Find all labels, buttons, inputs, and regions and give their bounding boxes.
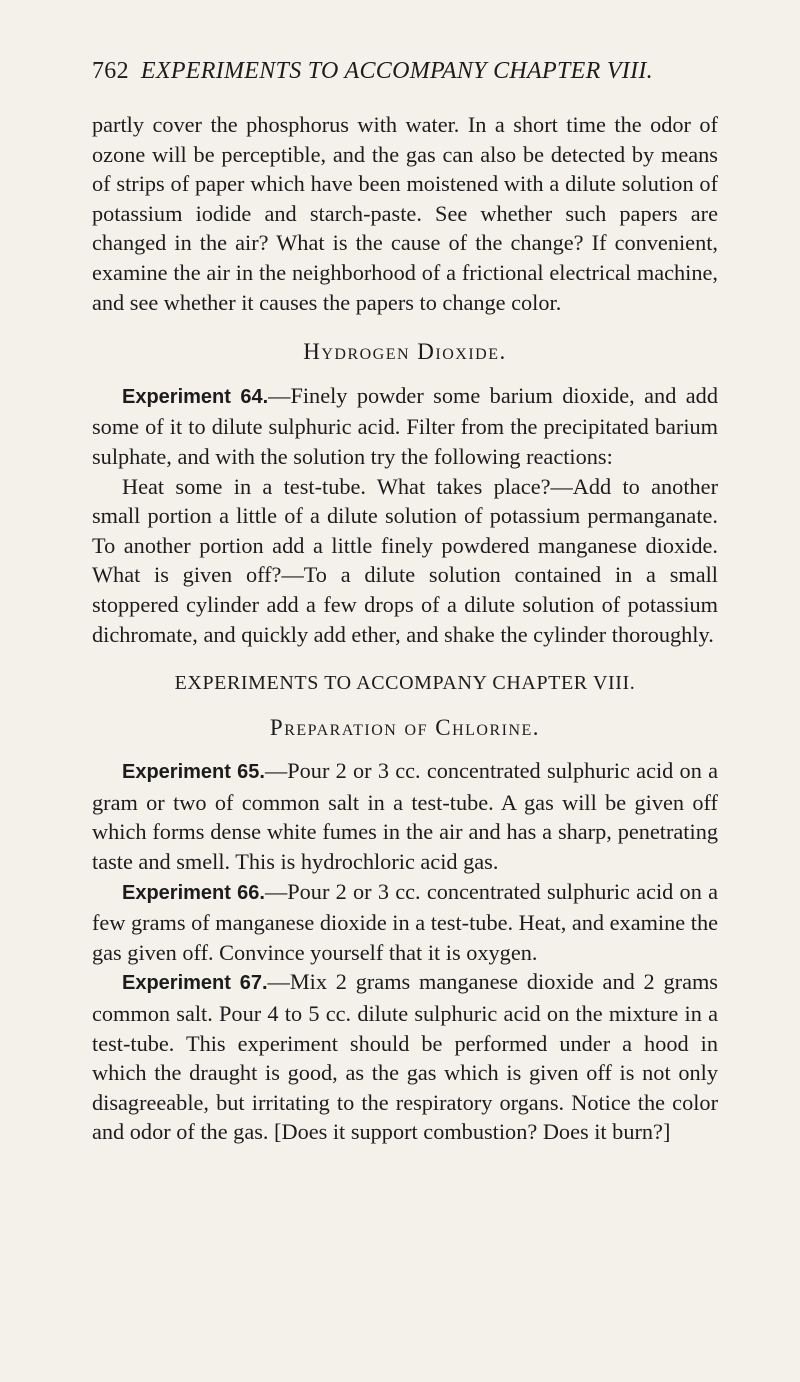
experiment-67-label: Experiment 67. xyxy=(122,972,268,995)
experiment-65 xyxy=(92,756,718,876)
experiment-65-label: Experiment 65. xyxy=(122,761,265,784)
page-number: 762 xyxy=(92,58,129,84)
experiment-67 xyxy=(92,967,718,1147)
experiment-64 xyxy=(92,381,718,472)
section-title-hydrogen-dioxide: Hydrogen Dioxide. xyxy=(303,339,507,365)
experiment-67-text: —Mix 2 grams manganese dioxide and 2 grams common salt. Pour 4 to 5 cc. dilute sulphuric acid on the mixture in a test-tube. This experiment should be performed under a hood in which the draught is good, as the gas which is given off is not only disagreeable, but irritating to the respiratory organs. Notice the color and odor of the gas. [Does it support combustion? Does it burn?] xyxy=(92,969,718,1145)
section-title-chlorine: Preparation of Chlorine. xyxy=(269,714,541,740)
experiment-66-text: —Pour 2 or 3 cc. concentrated sulphuric acid on a few grams of manganese dioxide in a test-tube. Heat, and examine the gas given off. Convince yourself that it is oxygen. xyxy=(92,878,718,965)
experiment-64-continued: Heat some in a test-tube. What takes place?—Add to another small portion a little of a dilute solution of potassium permanganate. To another portion add a little finely powdered manganese dioxide. What is given off?—To a dilute solution contained in a small stoppered cylinder add a few drops of a dilute solution of potassium dichromate, and quickly add ether, and shake the cylinder thoroughly. xyxy=(92,473,718,647)
intro-paragraph: partly cover the phosphorus with water. In a short time the odor of ozone will be perceptible, and the gas can also be detected by means of strips of paper which have been moistened with a dilute solution of potassium iodide and starch-paste. See whether such papers are changed in the air? What is the cause of the change? If convenient, examine the air in the neighborhood of a frictional electrical machine, and see whether it causes the papers to change color. xyxy=(92,112,718,315)
experiment-66 xyxy=(92,877,718,968)
chapter-heading: EXPERIMENTS TO ACCOMPANY CHAPTER VIII. xyxy=(174,672,636,695)
experiment-66-label: Experiment 66. xyxy=(122,881,265,904)
experiment-65-text: —Pour 2 or 3 cc. concentrated sulphuric acid on a gram or two of common salt in a test-tube. A gas will be given off which forms dense white fumes in the air and has a sharp, penetrating taste and smell. This is hydrochloric acid gas. xyxy=(92,758,718,875)
body-text xyxy=(92,110,718,1147)
running-title: EXPERIMENTS TO ACCOMPANY CHAPTER VIII. xyxy=(140,58,653,84)
experiment-64-label: Experiment 64. xyxy=(122,385,269,408)
experiment-64-text: —Finely powder some barium dioxide, and add some of it to dilute sulphuric acid. Filter from the precipitated barium sulphate, and with the solution try the following reactions: xyxy=(92,382,718,469)
running-head xyxy=(92,58,653,85)
